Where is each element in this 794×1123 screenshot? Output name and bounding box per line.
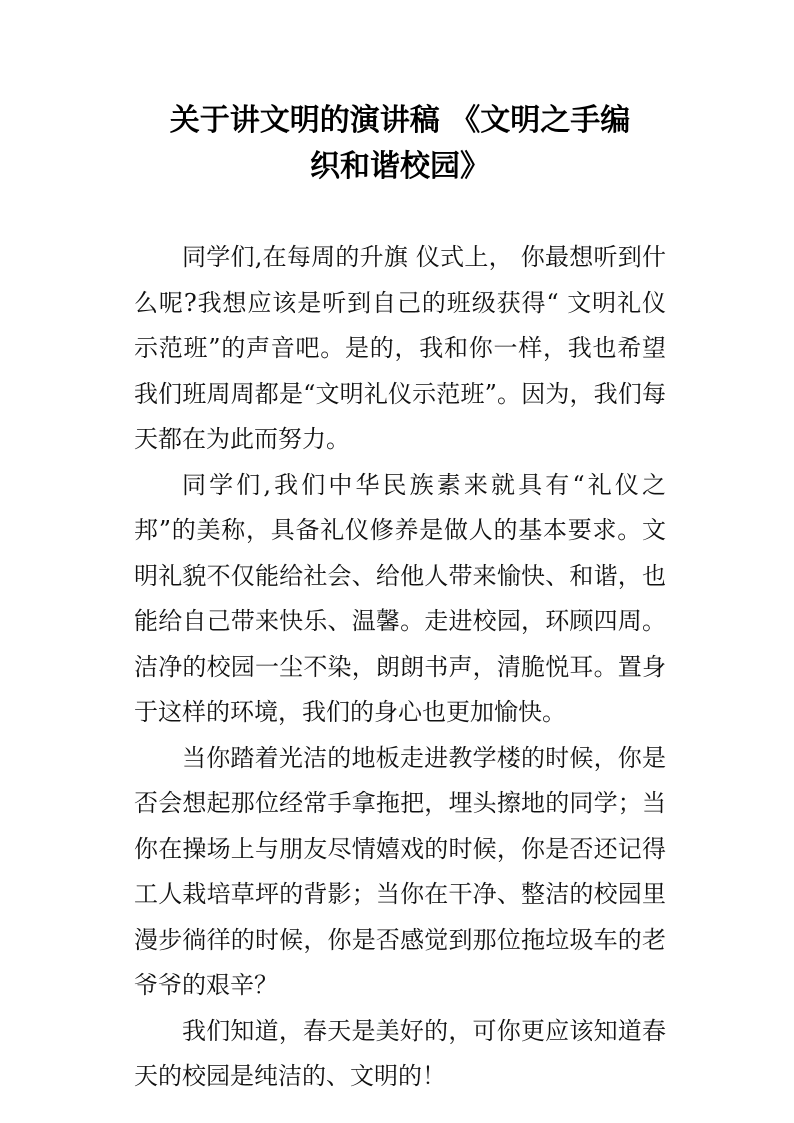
document-body: [134, 235, 666, 1100]
document-title: [120, 98, 680, 190]
paragraph-1: 同学们,在每周的升旗 仪式上， 你最想听到什么呢?我想应该是听到自己的班级获得“ 文明礼仪示范班”的声音吧。是的，我和你一样，我也希望我们班周周都是“文明礼仪示范班”。因为，我们每天都在为此而努力。: [134, 243, 666, 453]
title-line-2: 织和谐校园》: [310, 149, 490, 184]
title-line-1: 关于讲文明的演讲稿 《文明之手编: [169, 103, 631, 138]
paragraph-4: 我们知道，春天是美好的，可你更应该知道春天的校园是纯洁的、文明的！: [134, 1016, 666, 1090]
paragraph-3: 当你踏着光洁的地板走进教学楼的时候，你是否会想起那位经常手拿拖把，埋头擦地的同学；当你在操场上与朋友尽情嬉戏的时候，你是否还记得工人栽培草坪的背影；当你在干净、整洁的校园里漫步徜徉的时候，你是否感觉到那位拖垃圾车的老爷爷的艰辛？: [134, 743, 666, 999]
paragraph-2: 同学们,我们中华民族素来就具有“礼仪之邦”的美称，具备礼仪修养是做人的基本要求。文明礼貌不仅能给社会、给他人带来愉快、和谐，也能给自己带来快乐、温馨。走进校园，环顾四周。洁净的校园一尘不染，朗朗书声，清脆悦耳。置身于这样的环境，我们的身心也更加愉快。: [134, 470, 666, 726]
